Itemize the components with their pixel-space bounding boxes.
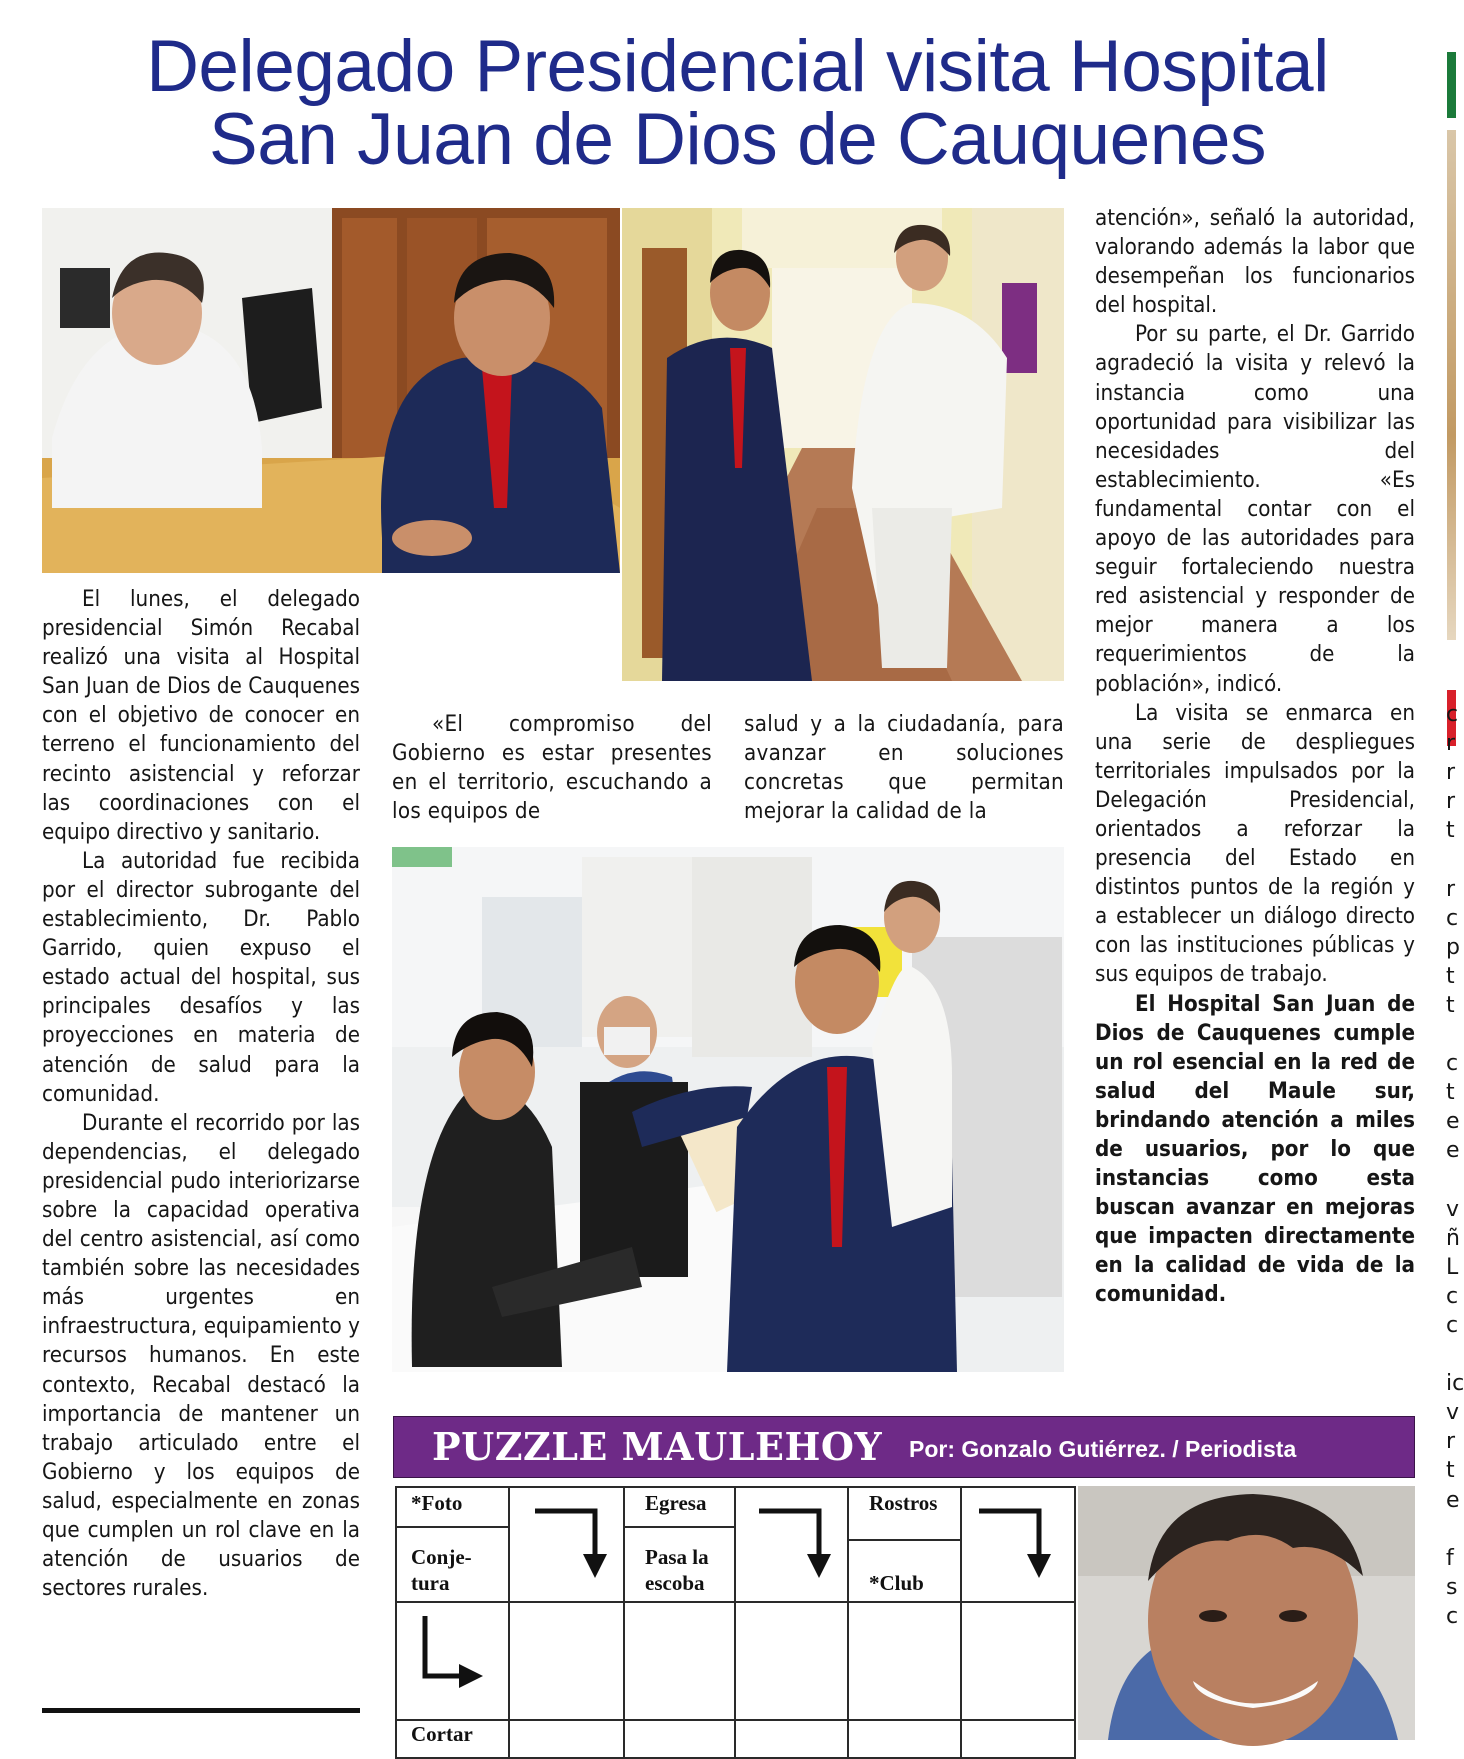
- neighbor-text-fragment: v: [1446, 1196, 1460, 1222]
- neighbor-page-green-block: [1447, 52, 1456, 118]
- arrow-right-icon: [419, 1614, 485, 1704]
- puzzle-author: Por: Gonzalo Gutiérrez. / Periodista: [909, 1436, 1297, 1462]
- neighbor-text-fragment: r: [1446, 760, 1456, 786]
- neighbor-text-fragment: e: [1446, 1109, 1460, 1135]
- neighbor-text-fragment: r: [1446, 1429, 1456, 1455]
- article-paragraph: salud y a la ciudadanía, para avanzar en soluciones concretas que permitan mejorar la calidad de la: [744, 711, 1064, 825]
- neighbor-text-fragment: f: [1446, 1545, 1454, 1571]
- neighbor-text-fragment: c: [1446, 1051, 1459, 1077]
- puzzle-answer-cell[interactable]: [623, 1601, 736, 1721]
- article-column-4: [1095, 204, 1415, 1310]
- neighbor-page-text: [1446, 700, 1464, 1631]
- clue-rostros: Rostros: [869, 1491, 938, 1515]
- photo-corridor: [622, 208, 1064, 681]
- puzzle-grid: [395, 1486, 1076, 1746]
- neighbor-text-fragment: L: [1446, 1254, 1459, 1280]
- neighbor-text-fragment: c: [1446, 1283, 1459, 1309]
- neighbor-text-fragment: e: [1446, 1487, 1460, 1513]
- neighbor-text-fragment: [1446, 1166, 1456, 1195]
- photo-reception: [392, 847, 1064, 1372]
- puzzle-header: [393, 1416, 1415, 1478]
- neighbor-text-fragment: ic: [1446, 1371, 1464, 1397]
- neighbor-text-fragment: t: [1446, 818, 1455, 844]
- neighbor-text-fragment: t: [1446, 1080, 1455, 1106]
- clue-egresa: Egresa: [645, 1491, 707, 1515]
- neighbor-text-fragment: t: [1446, 963, 1455, 989]
- photo-meeting: [42, 208, 620, 573]
- article-paragraph: La visita se enmarca en una serie de despliegues territoriales impulsados por la Delegación Presidencial, orientados a reforzar la presencia del Estado en distintos puntos de la región y a establecer un diálogo directo con las instituciones públicas y sus equipos de trabajo.: [1095, 699, 1415, 988]
- neighbor-text-fragment: c: [1446, 702, 1459, 727]
- article-column-3: [744, 710, 1064, 826]
- neighbor-text-fragment: r: [1446, 789, 1456, 815]
- clue-divider: [397, 1526, 508, 1528]
- neighbor-text-fragment: [1446, 1020, 1456, 1049]
- arrow-down-icon: [977, 1506, 1062, 1581]
- article-paragraph: atención», señaló la autoridad, valorando además la labor que desempeñan los funcionarios del hospital.: [1095, 205, 1415, 319]
- puzzle-answer-cell[interactable]: [623, 1719, 736, 1759]
- neighbor-text-fragment: [1446, 1340, 1456, 1369]
- article-paragraph: Durante el recorrido por las dependencias, el delegado presidencial pudo interiorizarse sobre la capacidad operativa del centro asistencial, así como también sobre las necesidades más urgentes en infraestructura, equipamiento y recursos humanos. En este contexto, Recabal destacó la importancia de mantener un trabajo articulado entre el Gobierno y los equipos de salud, especialmente en zonas que cumplen un rol clave en la atención de usuarios de sectores rurales.: [42, 1109, 360, 1602]
- clue-pasa-la-escoba: Pasa la escoba: [645, 1545, 709, 1595]
- article-column-2: [392, 710, 712, 826]
- article-paragraph: «El compromiso del Gobierno es estar presentes en el territorio, escuchando a los equipos de: [392, 711, 712, 825]
- headline-line-1: Delegado Presidencial visita Hospital: [146, 26, 1329, 107]
- neighbor-text-fragment: t: [1446, 1458, 1455, 1484]
- neighbor-text-fragment: r: [1446, 731, 1456, 757]
- puzzle-photo: [1078, 1486, 1415, 1740]
- article-column-1: [42, 585, 360, 1603]
- puzzle-answer-cell[interactable]: [960, 1719, 1076, 1759]
- puzzle-answer-cell[interactable]: [508, 1601, 625, 1721]
- article-paragraph: La autoridad fue recibida por el director subrogante del establecimiento, Dr. Pablo Garrido, quien expuso el estado actual del hospital, sus principales desafíos y las proyecciones en materia de atención de salud para la comunidad.: [42, 847, 360, 1107]
- clue-conjetura: Conje- tura: [411, 1545, 472, 1595]
- puzzle-answer-cell[interactable]: [508, 1719, 625, 1759]
- neighbor-text-fragment: c: [1446, 1312, 1459, 1338]
- clue-foto: *Foto: [411, 1491, 463, 1515]
- neighbor-page-photo: [1447, 130, 1456, 640]
- clue-cortar: Cortar: [411, 1722, 473, 1746]
- puzzle-answer-cell[interactable]: [847, 1601, 962, 1721]
- puzzle-answer-cell[interactable]: [734, 1601, 849, 1721]
- headline-line-2: San Juan de Dios de Cauquenes: [209, 99, 1266, 180]
- clue-divider: [625, 1526, 734, 1528]
- neighbor-text-fragment: p: [1446, 934, 1460, 960]
- neighbor-text-fragment: [1446, 845, 1456, 874]
- arrow-down-icon: [533, 1506, 618, 1581]
- article-paragraph: El lunes, el delegado presidencial Simón Recabal realizó una visita al Hospital San Juan de Dios de Cauquenes con el objetivo de conocer en terreno el funcionamiento del recinto asistencial y reforzar las coordinaciones con el equipo directivo y sanitario.: [42, 586, 360, 845]
- neighbor-text-fragment: t: [1446, 992, 1455, 1018]
- neighbor-text-fragment: [1446, 1515, 1456, 1544]
- article-paragraph: Por su parte, el Dr. Garrido agradeció la visita y relevó la instancia como una oportunidad para visibilizar las necesidades del establecimiento. «Es fundamental contar con el apoyo de las autoridades para seguir fortaleciendo nuestra red asistencial y responder de mejor manera a los requerimientos de la población», indicó.: [1095, 321, 1415, 697]
- neighbor-text-fragment: s: [1446, 1574, 1458, 1600]
- headline: [60, 26, 1415, 180]
- puzzle-answer-cell[interactable]: [734, 1719, 849, 1759]
- arrow-down-icon: [757, 1506, 842, 1581]
- puzzle-answer-cell[interactable]: [847, 1719, 962, 1759]
- article-closing-bold: El Hospital San Juan de Dios de Cauquenes cumple un rol esencial en la red de salud del Maule sur, brindando atención a miles de usuarios, por lo que instancias como esta buscan avanzar en mejoras que impacten directamente en la calidad de vida de la comunidad.: [1095, 990, 1415, 1308]
- neighbor-text-fragment: ñ: [1446, 1225, 1460, 1251]
- neighbor-text-fragment: v: [1446, 1400, 1460, 1426]
- neighbor-text-fragment: e: [1446, 1138, 1460, 1164]
- puzzle-answer-cell[interactable]: [960, 1601, 1076, 1721]
- neighbor-text-fragment: c: [1446, 905, 1459, 931]
- puzzle-title: PUZZLE MAULEHOY: [432, 1424, 883, 1469]
- neighbor-text-fragment: c: [1446, 1603, 1459, 1629]
- clue-divider: [849, 1539, 960, 1541]
- neighbor-text-fragment: r: [1446, 876, 1456, 902]
- column-end-rule: [42, 1708, 360, 1713]
- clue-club: *Club: [869, 1571, 924, 1595]
